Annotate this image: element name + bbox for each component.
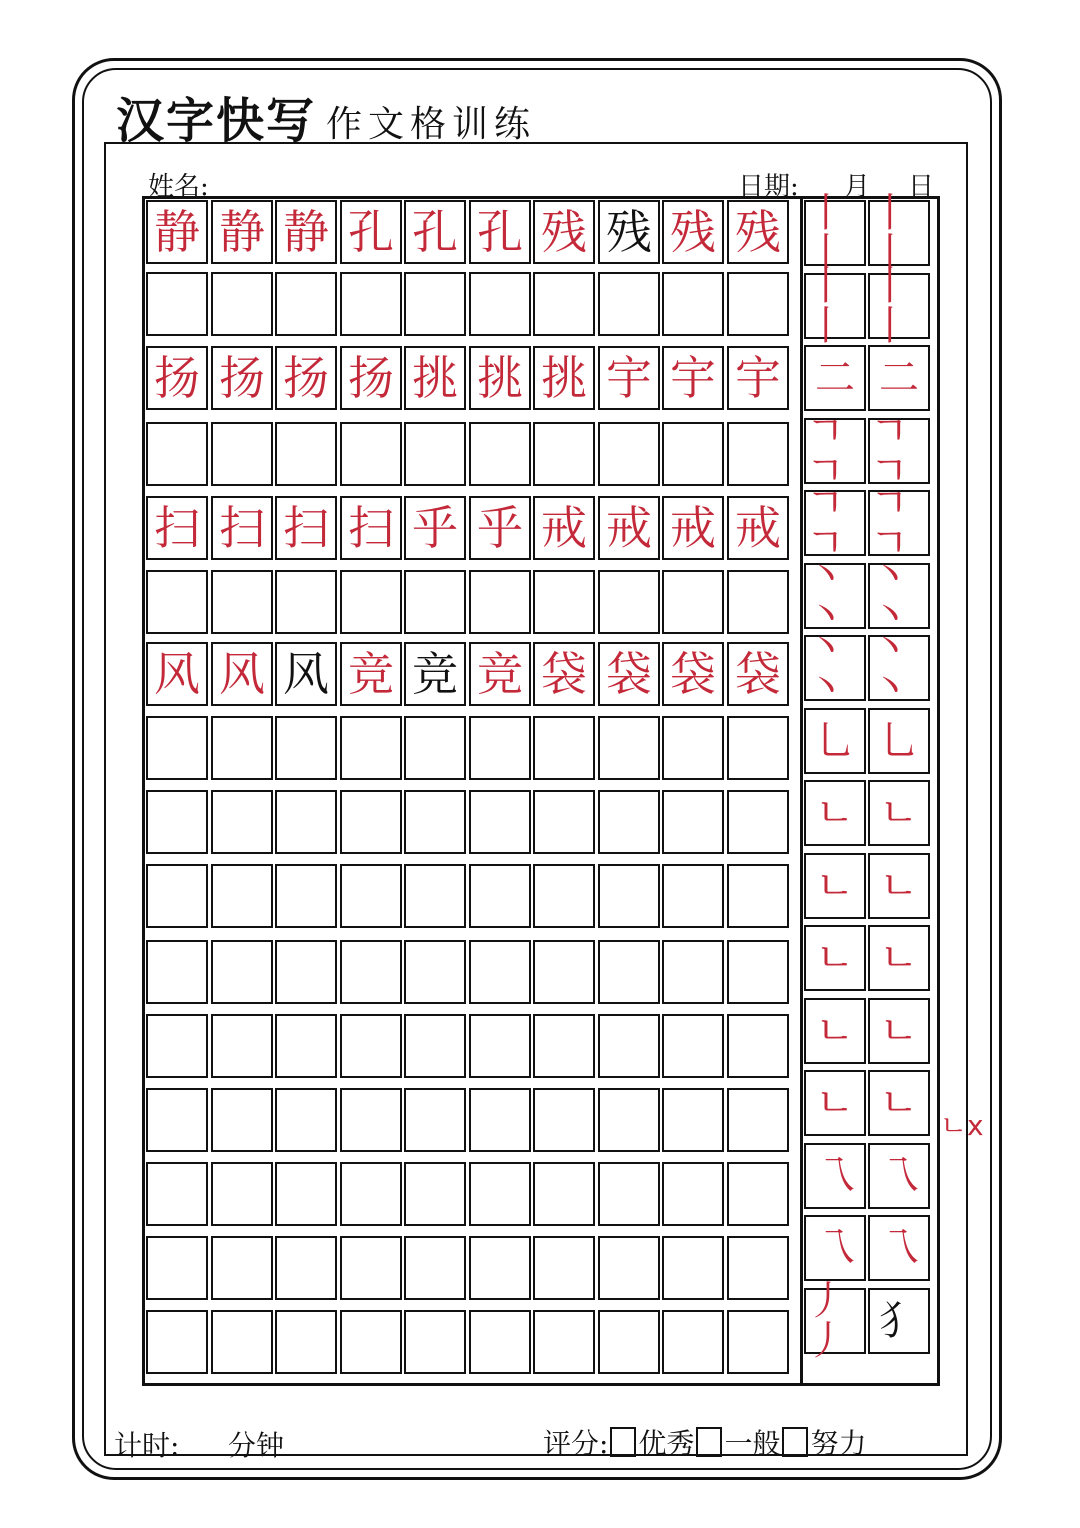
excellent-label: 优秀: [638, 1427, 695, 1460]
grid-cell[interactable]: [598, 272, 660, 336]
stroke-cell[interactable]: ㄴ: [804, 998, 866, 1064]
stroke-cell[interactable]: ㄱㄱ: [868, 490, 930, 556]
grid-cell[interactable]: [211, 1162, 273, 1226]
minutes-label: 分钟: [228, 1429, 285, 1462]
grid-cell[interactable]: 静: [211, 200, 273, 264]
grid-cell[interactable]: [275, 864, 337, 928]
average-checkbox[interactable]: [696, 1427, 722, 1457]
stroke-cell[interactable]: 二: [868, 345, 930, 411]
stroke-cell[interactable]: 乚: [868, 708, 930, 774]
grid-cell[interactable]: [275, 940, 337, 1004]
grid-cell[interactable]: [727, 1162, 789, 1226]
month-label: 月: [844, 172, 871, 202]
grid-cell[interactable]: [404, 864, 466, 928]
grid-cell[interactable]: [598, 716, 660, 780]
grid-cell[interactable]: [146, 1014, 208, 1078]
grid-cell[interactable]: [598, 570, 660, 634]
grid-cell[interactable]: 风: [211, 642, 273, 706]
grid-cell[interactable]: [146, 570, 208, 634]
stroke-cell[interactable]: 乚: [804, 708, 866, 774]
grid-cell[interactable]: 袋: [533, 642, 595, 706]
grid-cell[interactable]: 残: [598, 200, 660, 264]
grid-cell[interactable]: 戒: [533, 496, 595, 560]
grid-cell[interactable]: 孔: [404, 200, 466, 264]
excellent-checkbox[interactable]: [610, 1427, 636, 1457]
grid-cell[interactable]: [469, 1236, 531, 1300]
grid-cell[interactable]: [533, 716, 595, 780]
grid-cell[interactable]: [533, 570, 595, 634]
grid-cell[interactable]: [469, 716, 531, 780]
stroke-cell[interactable]: 丨丨: [868, 273, 930, 339]
grid-cell[interactable]: [662, 1310, 724, 1374]
grid-cell[interactable]: [662, 1236, 724, 1300]
grid-cell[interactable]: [533, 1088, 595, 1152]
grid-cell[interactable]: [211, 940, 273, 1004]
grid-cell[interactable]: [662, 1088, 724, 1152]
grid-cell[interactable]: [404, 272, 466, 336]
stroke-cell[interactable]: 丶丶: [804, 635, 866, 701]
timer-label: 计时:: [114, 1429, 180, 1462]
grid-cell[interactable]: 戒: [727, 496, 789, 560]
grid-cell[interactable]: [404, 716, 466, 780]
grid-cell[interactable]: 竞: [469, 642, 531, 706]
grid-cell[interactable]: [340, 422, 402, 486]
stroke-cell[interactable]: ㄴ: [868, 853, 930, 919]
grid-cell[interactable]: 风: [275, 642, 337, 706]
grid-cell[interactable]: [340, 1014, 402, 1078]
grid-cell[interactable]: [598, 864, 660, 928]
grid-cell[interactable]: 戒: [662, 496, 724, 560]
day-label: 日: [908, 172, 935, 202]
grid-cell[interactable]: 扫: [275, 496, 337, 560]
grid-cell[interactable]: [727, 1310, 789, 1374]
grid-cell[interactable]: [404, 570, 466, 634]
stroke-cell[interactable]: 乁: [868, 1143, 930, 1209]
grid-cell[interactable]: [275, 716, 337, 780]
grid-cell[interactable]: [146, 1162, 208, 1226]
grid-cell[interactable]: [275, 1310, 337, 1374]
grid-cell[interactable]: [211, 864, 273, 928]
grid-cell[interactable]: 宇: [662, 346, 724, 410]
grid-cell[interactable]: [469, 790, 531, 854]
grid-cell[interactable]: [211, 272, 273, 336]
grid-cell[interactable]: 静: [146, 200, 208, 264]
stroke-cell[interactable]: 犭: [868, 1288, 930, 1354]
grid-cell[interactable]: [146, 272, 208, 336]
grid-cell[interactable]: [662, 422, 724, 486]
stroke-cell[interactable]: ㄴ: [868, 998, 930, 1064]
stroke-cell[interactable]: ㄴ: [868, 1070, 930, 1136]
grid-cell[interactable]: 宇: [598, 346, 660, 410]
grid-cell[interactable]: 袋: [727, 642, 789, 706]
grid-cell[interactable]: [146, 1310, 208, 1374]
grid-cell[interactable]: [404, 1088, 466, 1152]
grid-cell[interactable]: [533, 1236, 595, 1300]
grid-cell[interactable]: [727, 864, 789, 928]
grid-cell[interactable]: [211, 1014, 273, 1078]
grid-cell[interactable]: [340, 1088, 402, 1152]
grid-cell[interactable]: [146, 790, 208, 854]
grid-cell[interactable]: [598, 1310, 660, 1374]
grid-cell[interactable]: [727, 1236, 789, 1300]
grid-cell[interactable]: [598, 422, 660, 486]
grid-cell[interactable]: 静: [275, 200, 337, 264]
grid-cell[interactable]: [662, 940, 724, 1004]
grid-cell[interactable]: [469, 940, 531, 1004]
grid-cell[interactable]: 风: [146, 642, 208, 706]
grid-cell[interactable]: [275, 1088, 337, 1152]
grid-cell[interactable]: [727, 272, 789, 336]
grid-cell[interactable]: [469, 1310, 531, 1374]
grid-cell[interactable]: [340, 1162, 402, 1226]
grid-cell[interactable]: [598, 1236, 660, 1300]
grid-cell[interactable]: [727, 940, 789, 1004]
score-section: [543, 1422, 866, 1462]
grid-cell[interactable]: [211, 1310, 273, 1374]
grid-cell[interactable]: 扬: [340, 346, 402, 410]
grid-cell[interactable]: 残: [662, 200, 724, 264]
stroke-cell[interactable]: 丨丨: [804, 200, 866, 266]
grid-cell[interactable]: [727, 1014, 789, 1078]
stroke-cell[interactable]: 丶丶: [868, 635, 930, 701]
grid-cell[interactable]: [469, 864, 531, 928]
grid-cell[interactable]: [533, 1162, 595, 1226]
title-main: 汉字快写: [116, 93, 317, 149]
grid-cell[interactable]: [340, 272, 402, 336]
stroke-cell[interactable]: 二: [804, 345, 866, 411]
stroke-cell[interactable]: ㄴ: [868, 780, 930, 846]
grid-cell[interactable]: [469, 272, 531, 336]
grid-cell[interactable]: [662, 864, 724, 928]
grid-cell[interactable]: [598, 790, 660, 854]
grid-cell[interactable]: 扬: [275, 346, 337, 410]
grid-cell[interactable]: 挑: [404, 346, 466, 410]
grid-cell[interactable]: 袋: [662, 642, 724, 706]
grid-cell[interactable]: [146, 940, 208, 1004]
grid-cell[interactable]: [533, 272, 595, 336]
grid-cell[interactable]: [727, 716, 789, 780]
stroke-cell[interactable]: 乁: [804, 1215, 866, 1281]
grid-cell[interactable]: 竞: [404, 642, 466, 706]
title-sub: 作文格训练: [326, 104, 537, 145]
grid-cell[interactable]: [340, 570, 402, 634]
grid-cell[interactable]: 残: [727, 200, 789, 264]
grid-cell[interactable]: [146, 716, 208, 780]
stroke-cell[interactable]: ㄱㄱ: [804, 490, 866, 556]
grid-cell[interactable]: [662, 716, 724, 780]
grid-cell[interactable]: [404, 1310, 466, 1374]
grid-cell[interactable]: [211, 570, 273, 634]
grid-cell[interactable]: [340, 1310, 402, 1374]
stroke-cell[interactable]: ㄴ: [868, 925, 930, 991]
grid-cell[interactable]: 孔: [469, 200, 531, 264]
effort-checkbox[interactable]: [782, 1427, 808, 1457]
grid-cell[interactable]: [340, 1236, 402, 1300]
grid-cell[interactable]: 扬: [146, 346, 208, 410]
grid-cell[interactable]: [662, 1014, 724, 1078]
grid-cell[interactable]: [340, 790, 402, 854]
grid-cell[interactable]: 扫: [211, 496, 273, 560]
stroke-cell[interactable]: ㄴ: [804, 780, 866, 846]
grid-cell[interactable]: 扬: [211, 346, 273, 410]
grid-cell[interactable]: 挑: [533, 346, 595, 410]
grid-cell[interactable]: 宇: [727, 346, 789, 410]
grid-cell[interactable]: [598, 1014, 660, 1078]
grid-cell[interactable]: [275, 422, 337, 486]
grid-cell[interactable]: 挑: [469, 346, 531, 410]
grid-cell[interactable]: 残: [533, 200, 595, 264]
grid-cell[interactable]: [211, 716, 273, 780]
grid-cell[interactable]: [275, 1162, 337, 1226]
grid-cell[interactable]: 戒: [598, 496, 660, 560]
grid-cell[interactable]: [275, 1014, 337, 1078]
stroke-cell[interactable]: 乁: [868, 1215, 930, 1281]
stroke-cell[interactable]: 丨丨: [868, 200, 930, 266]
grid-cell[interactable]: [727, 422, 789, 486]
stroke-cell[interactable]: ㄱㄱ: [804, 418, 866, 484]
correction-mark: ㄴx: [940, 1109, 984, 1142]
grid-cell[interactable]: [662, 570, 724, 634]
grid-cell[interactable]: [275, 1236, 337, 1300]
grid-cell[interactable]: [211, 1088, 273, 1152]
grid-cell[interactable]: [727, 790, 789, 854]
grid-cell[interactable]: [469, 570, 531, 634]
grid-cell[interactable]: [469, 422, 531, 486]
date-label: 日期:: [738, 172, 799, 202]
stroke-cell[interactable]: 丶丶: [868, 563, 930, 629]
grid-cell[interactable]: 孔: [340, 200, 402, 264]
grid-cell[interactable]: 扫: [146, 496, 208, 560]
stroke-cell[interactable]: 丨丨: [804, 273, 866, 339]
grid-cell[interactable]: [533, 864, 595, 928]
grid-cell[interactable]: [146, 1236, 208, 1300]
grid-cell[interactable]: [340, 864, 402, 928]
grid-cell[interactable]: 乎: [404, 496, 466, 560]
average-label: 一般: [724, 1427, 781, 1460]
grid-cell[interactable]: [533, 940, 595, 1004]
grid-cell[interactable]: [469, 1014, 531, 1078]
grid-cell[interactable]: [275, 272, 337, 336]
grid-cell[interactable]: [404, 940, 466, 1004]
grid-cell[interactable]: [211, 422, 273, 486]
grid-cell[interactable]: [727, 1088, 789, 1152]
effort-label: 努力: [810, 1427, 867, 1460]
grid-cell[interactable]: [146, 422, 208, 486]
grid-cell[interactable]: [662, 272, 724, 336]
stroke-cell[interactable]: ㄴ: [804, 925, 866, 991]
grid-cell[interactable]: [662, 790, 724, 854]
grid-cell[interactable]: [340, 716, 402, 780]
grid-cell[interactable]: [598, 1162, 660, 1226]
stroke-cell[interactable]: ㄴ: [804, 1070, 866, 1136]
grid-cell[interactable]: [404, 790, 466, 854]
stroke-cell[interactable]: ㄱㄱ: [868, 418, 930, 484]
grid-cell[interactable]: [211, 1236, 273, 1300]
grid-cell[interactable]: 扫: [340, 496, 402, 560]
grid-cell[interactable]: [533, 790, 595, 854]
score-label: 评分:: [543, 1427, 609, 1460]
grid-cell[interactable]: [727, 570, 789, 634]
grid-cell[interactable]: [211, 790, 273, 854]
grid-cell[interactable]: 袋: [598, 642, 660, 706]
stroke-cell[interactable]: 丿丿: [804, 1288, 866, 1354]
grid-cell[interactable]: [275, 790, 337, 854]
name-label: 姓名:: [148, 172, 209, 202]
grid-cell[interactable]: [533, 1310, 595, 1374]
grid-cell[interactable]: [146, 864, 208, 928]
grid-cell[interactable]: [598, 1088, 660, 1152]
grid-cell[interactable]: [404, 1236, 466, 1300]
grid-cell[interactable]: [662, 1162, 724, 1226]
grid-cell[interactable]: [533, 1014, 595, 1078]
grid-cell[interactable]: [146, 1088, 208, 1152]
grid-cell[interactable]: 竞: [340, 642, 402, 706]
grid-cell[interactable]: [340, 940, 402, 1004]
grid-cell[interactable]: [275, 570, 337, 634]
grid-cell[interactable]: [598, 940, 660, 1004]
grid-cell[interactable]: [469, 1162, 531, 1226]
grid-cell[interactable]: [404, 1162, 466, 1226]
grid-cell[interactable]: [533, 422, 595, 486]
stroke-cell[interactable]: 丶丶: [804, 563, 866, 629]
stroke-cell[interactable]: ㄴ: [804, 853, 866, 919]
grid-cell[interactable]: [404, 422, 466, 486]
grid-cell[interactable]: 乎: [469, 496, 531, 560]
grid-cell[interactable]: [404, 1014, 466, 1078]
grid-cell[interactable]: [469, 1088, 531, 1152]
stroke-cell[interactable]: 乁: [804, 1143, 866, 1209]
